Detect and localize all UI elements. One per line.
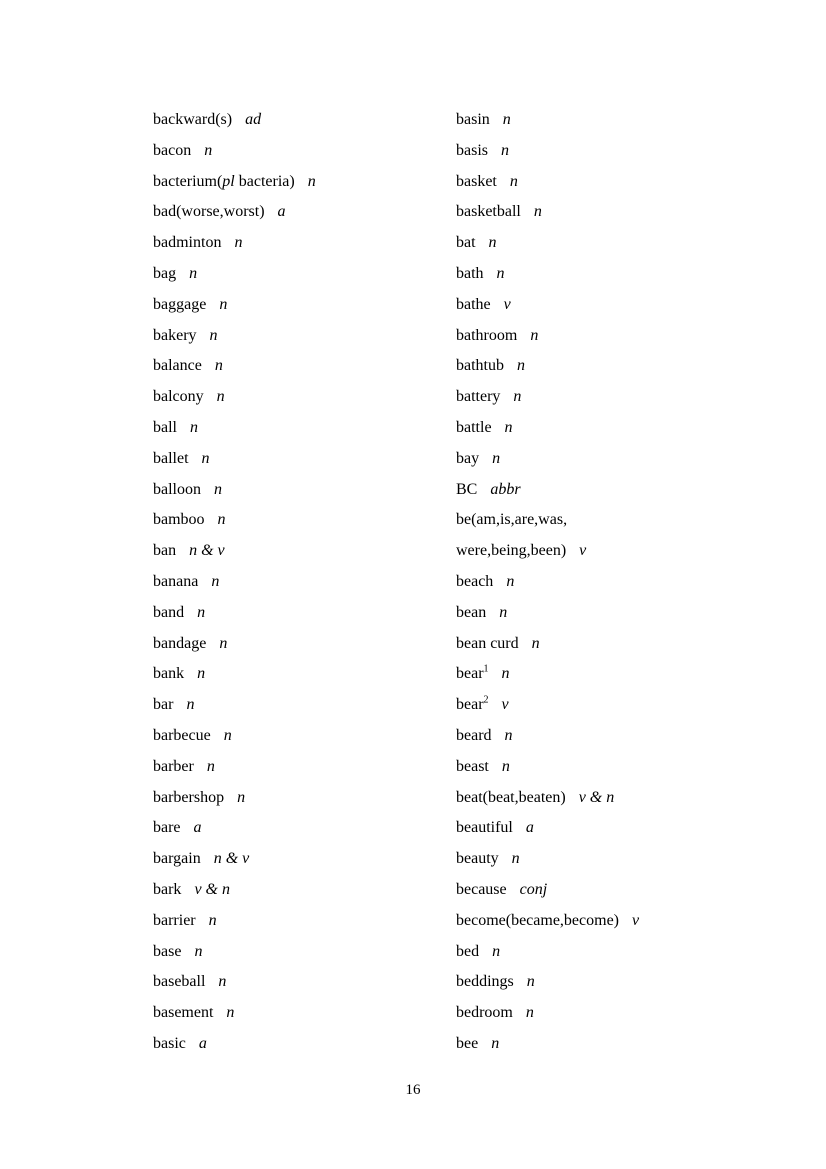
entry-row [456,351,786,382]
entry-row [456,382,786,413]
entry-row [153,290,453,321]
entry-row [153,444,453,475]
entry-row [153,629,453,660]
entry-pos: n [209,326,218,344]
entry-word: barbecue [153,726,211,744]
entry-pos: n [307,172,316,190]
entry-row [456,690,786,721]
entry-pos: abbr [490,480,521,498]
entry-pos: n [219,634,228,652]
entry-pos: v & n [194,880,230,898]
entry-pos: n [526,973,535,991]
entry-pos: n [186,696,195,714]
entry-word: balcony [153,388,204,406]
entry-pos: n [214,357,223,375]
entry-word: bathtub [456,357,504,375]
entry-word: bath [456,264,484,282]
entry-row [153,752,453,783]
entry-word: basic [153,1034,186,1052]
entry-row [153,844,453,875]
entry-pos: n [216,388,225,406]
entry-row [456,998,786,1029]
entry-word: bare [153,819,181,837]
entry-pos: a [525,819,534,837]
entry-word: beast [456,757,489,775]
entry-pos: n [234,234,243,252]
entry-row [456,505,786,536]
entry-row [153,351,453,382]
entry-row [456,813,786,844]
entry-row [456,967,786,998]
entry-row [153,567,453,598]
entry-row [456,844,786,875]
entry-pos: n [189,264,198,282]
entry-row [456,167,786,198]
entry-row [456,598,786,629]
entry-pos: n [511,850,520,868]
entry-pos: n [530,326,539,344]
entry-word: bank [153,665,185,683]
entry-row [153,937,453,968]
entry-word: beach [456,572,494,590]
entry-pos: n [492,449,501,467]
entry-word: bear$^1$ [456,664,489,683]
column-right [456,105,786,1060]
entry-row [153,321,453,352]
entry-row [456,567,786,598]
entry-word: balance [153,357,202,375]
entry-row [153,413,453,444]
entry-word: bathroom [456,326,518,344]
entry-row [153,536,453,567]
entry-row [153,505,453,536]
entry-word: bay [456,449,480,467]
entry-pos: v [503,295,511,313]
entry-row [153,813,453,844]
entry-row [153,475,453,506]
entry-word: bargain [153,850,201,868]
entry-word: beauty [456,850,499,868]
entry-row [153,783,453,814]
entry-pos: n [496,264,505,282]
entry-pos: n [504,418,513,436]
entry-word: were,being,been) [456,542,567,560]
entry-row [153,875,453,906]
entry-pos: n [223,726,232,744]
entry-word: balloon [153,480,201,498]
entry-word: beat(beat,beaten) [456,788,566,806]
entry-word: bad(worse,worst) [153,203,265,221]
entry-pos: n [211,572,220,590]
entry-word: battery [456,388,501,406]
entry-word: BC [456,480,478,498]
entry-row [153,598,453,629]
entry-row [153,228,453,259]
entry-pos: n [197,603,206,621]
entry-pos: v [579,542,587,560]
entry-row [456,105,786,136]
entry-pos: n [204,141,213,159]
entry-pos: a [193,819,202,837]
entry-row [456,259,786,290]
entry-pos: n [513,388,522,406]
entry-pos: n [492,942,501,960]
entry-row [153,259,453,290]
entry-word: baggage [153,295,207,313]
entry-row [456,937,786,968]
entry-word: banana [153,572,199,590]
entry-pos: n [506,572,515,590]
entry-pos: n [517,357,525,375]
entry-word: bedroom [456,1004,513,1022]
entry-pos: n [237,788,246,806]
entry-row [456,752,786,783]
entry-pos: a [198,1034,207,1052]
entry-pos: n [525,1004,534,1022]
entry-word: beautiful [456,819,513,837]
entry-row [153,967,453,998]
entry-pos: n & v [189,542,225,560]
entry-pos: conj [519,880,548,898]
entry-pos: n [206,757,215,775]
entry-pos: n [491,1034,500,1052]
entry-pos: n [533,203,542,221]
entry-word: become(became,become) [456,911,620,929]
entry-row [153,105,453,136]
entry-word: backward(s) [153,111,233,128]
entry-row [153,382,453,413]
entry-pos: n [194,942,203,960]
entry-word: basketball [456,203,521,221]
entry-pos: n [502,111,511,128]
entry-word: basis [456,141,488,159]
entry-word: badminton [153,234,222,252]
entry-word: because [456,880,507,898]
entry-row [456,659,786,690]
entry-row [153,690,453,721]
entry-pos: ad [245,111,262,128]
entry-word: bandage [153,634,207,652]
entry-word: beard [456,726,492,744]
entry-row [456,321,786,352]
entry-word: barber [153,757,194,775]
entry-pos: v [501,696,509,714]
entry-word: bean [456,603,487,621]
entry-word: bamboo [153,511,205,529]
entry-row [456,875,786,906]
entry-word: band [153,603,185,621]
entry-row [153,136,453,167]
entry-pos: n [488,234,497,252]
entry-word: ball [153,418,177,436]
entry-word: baseball [153,973,206,991]
entry-word: basement [153,1004,214,1022]
entry-word: bark [153,880,182,898]
entry-word: bed [456,942,480,960]
entry-row [153,906,453,937]
entry-word: bear$^2$ [456,694,489,714]
entry-row [456,906,786,937]
entry-row [456,475,786,506]
entry-row [456,290,786,321]
entry-word: base [153,942,182,960]
entry-row [456,783,786,814]
entry-word: beddings [456,973,514,991]
entry-pos: n [531,634,540,652]
entry-row [456,136,786,167]
entry-pos: n [190,418,198,436]
entry-row [456,721,786,752]
entry-word: battle [456,418,492,436]
entry-word: bacterium(pl bacteria) [153,172,295,190]
entry-row [153,197,453,228]
entry-row [456,197,786,228]
entry-pos: n [214,480,222,498]
entry-row [456,1029,786,1060]
entry-word: bag [153,264,177,282]
entry-word: bee [456,1034,479,1052]
entry-pos: n [499,603,508,621]
entry-row [456,629,786,660]
entry-word: bean curd [456,634,519,652]
entry-pos: n [197,665,206,683]
entry-row [153,659,453,690]
entry-pos: n [501,141,509,159]
entry-pos: n [217,511,226,529]
entry-pos: n [509,172,518,190]
entry-pos: v [632,911,640,929]
entry-pos: n & v [213,850,250,868]
entry-row [456,228,786,259]
entry-row [456,413,786,444]
entry-row [153,167,453,198]
entry-pos: n [504,726,513,744]
entry-pos: v & n [578,788,615,806]
entry-pos: a [277,203,286,221]
entry-pos: n [201,449,210,467]
entry-word: bathe [456,295,491,313]
entry-pos: n [501,757,510,775]
entry-row [456,536,786,567]
entry-word: ballet [153,449,189,467]
entry-word: be(am,is,are,was, [456,511,568,529]
entry-row [153,998,453,1029]
entry-row [153,721,453,752]
entry-word: bakery [153,326,197,344]
column-left [153,105,453,1060]
entry-word: bat [456,234,476,252]
entry-word: ban [153,542,177,560]
entry-word: barrier [153,911,196,929]
entry-word: bacon [153,141,192,159]
entry-pos: n [501,665,510,683]
entry-word: basin [456,111,490,128]
entry-word: basket [456,172,497,190]
entry-pos: n [208,911,217,929]
entry-word: bar [153,696,174,714]
entry-pos: n [218,973,227,991]
entry-row [456,444,786,475]
page-number: 16 [405,1082,421,1098]
entry-word: barbershop [153,788,225,806]
entry-row [153,1029,453,1060]
entry-pos: n [219,295,228,313]
entry-pos: n [226,1004,235,1022]
